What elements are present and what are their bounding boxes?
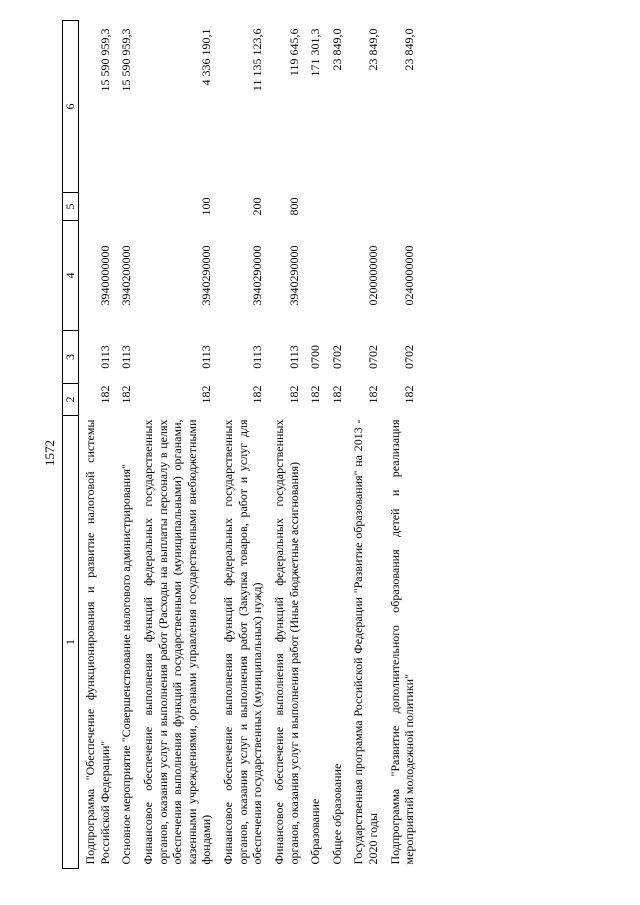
row-admin-code: 182 (286, 385, 301, 404)
row-amount: 171 301,3 (308, 28, 323, 77)
table-row (347, 21, 383, 869)
row-section-code: 0113 (97, 345, 112, 369)
row-name: Государственная программа Российской Федерации "Развитие образования" на 2013 - 2020 годы (351, 419, 380, 865)
row-section-code: 0113 (199, 345, 214, 369)
table-body (79, 21, 420, 869)
row-amount: 4 336 190,1 (199, 28, 214, 86)
row-admin-code: 182 (199, 385, 214, 404)
row-target-article: 0240000000 (402, 245, 417, 306)
row-name: Общее образование (329, 763, 344, 865)
row-name: Финансовое обеспечение выполнения функций федеральных государственных органов, оказания услуг и выполнения работ (Закупка товаров, работ и услуг для обеспечения государственных (муниципальных) нужд) (221, 419, 265, 865)
table-row (304, 21, 326, 869)
row-admin-code: 182 (329, 385, 344, 404)
row-target-article (326, 221, 348, 331)
table-row (217, 21, 268, 869)
header-col-5: 5 (63, 193, 79, 221)
row-section-code: 0113 (250, 345, 265, 369)
header-col-6: 6 (63, 21, 79, 193)
row-expense-type: 200 (250, 197, 265, 216)
row-admin-code: 182 (366, 385, 380, 404)
row-admin-code: 182 (402, 385, 417, 404)
row-expense-type: 100 (199, 197, 214, 216)
row-expense-type (304, 193, 326, 221)
header-col-1: 1 (63, 416, 79, 869)
row-amount: 23 849,0 (329, 28, 344, 71)
row-target-article: 3940290000 (199, 245, 214, 306)
row-expense-type (79, 193, 116, 221)
table-row (326, 21, 348, 869)
row-amount: 15 590 959,3 (97, 28, 112, 92)
header-col-4: 4 (63, 221, 79, 331)
row-admin-code: 182 (308, 385, 323, 404)
row-section-code: 0702 (402, 345, 417, 369)
row-amount: 23 849,0 (402, 28, 417, 71)
row-expense-type: 800 (286, 197, 301, 216)
row-amount: 119 645,6 (286, 28, 301, 77)
row-section-code: 0702 (329, 345, 344, 369)
row-section-code: 0700 (308, 345, 323, 369)
row-section-code: 0113 (286, 345, 301, 369)
row-admin-code: 182 (97, 385, 112, 404)
row-section-code: 0113 (119, 345, 134, 369)
row-expense-type (347, 193, 383, 221)
row-expense-type (115, 193, 137, 221)
table-row (137, 21, 217, 869)
row-amount: 11 135 123,6 (250, 28, 265, 92)
row-target-article: 3940200000 (119, 245, 134, 306)
table-header (63, 21, 79, 869)
row-target-article: 3940290000 (286, 245, 301, 306)
row-amount: 15 590 959,3 (119, 28, 134, 92)
table-row (79, 21, 116, 869)
row-section-code: 0702 (366, 345, 380, 369)
row-name: Финансовое обеспечение выполнения функций федеральных государственных органов, оказания услуг и выполнения работ (Иные бюджетные ассигнования) (271, 419, 301, 865)
row-target-article: 3940000000 (97, 245, 112, 306)
header-col-2: 2 (63, 384, 79, 416)
row-name: Подпрограмма "Развитие дополнительного образования детей и реализация мероприятий молодежной политики" (387, 419, 417, 865)
row-name: Основное мероприятие "Совершенствование налогового администрирования" (119, 464, 134, 865)
row-admin-code: 182 (250, 385, 265, 404)
header-row (63, 21, 79, 869)
row-name: Финансовое обеспечение выполнения функций федеральных государственных органов, оказания услуг и выполнения работ (Расходы на выплаты персоналу в целях обеспечения выполнения функций государственными (муниципальными) органами, казенными учреждениями, органами управления государственными внебюджетными фондами) (140, 419, 214, 865)
row-admin-code: 182 (119, 385, 134, 404)
header-col-3: 3 (63, 331, 79, 384)
table-row (268, 21, 304, 869)
table-row (115, 21, 137, 869)
row-amount: 23 849,0 (366, 28, 380, 71)
row-target-article: 3940290000 (250, 245, 265, 306)
table-row (384, 21, 420, 869)
row-target-article: 0200000000 (366, 245, 380, 306)
row-expense-type (384, 193, 420, 221)
row-name: Подпрограмма "Обеспечение функционирования и развитие налоговой системы Российской Федерации" (83, 419, 112, 865)
row-target-article (304, 221, 326, 331)
budget-table (62, 20, 420, 869)
row-name: Образование (308, 798, 323, 865)
row-expense-type (326, 193, 348, 221)
page-number: 1572 (42, 440, 57, 466)
